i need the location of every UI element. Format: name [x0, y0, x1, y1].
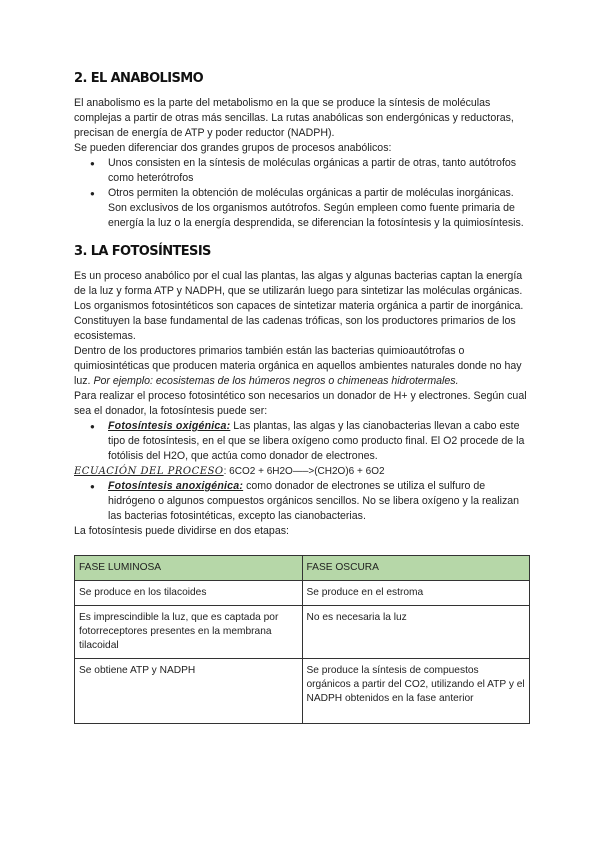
- table-cell: Es imprescindible la luz, que es captada por fotorreceptores presentes en la membrana tilacoidal: [75, 606, 303, 659]
- table-cell: Se produce la síntesis de compuestos orgánicos a partir del CO2, utilizando el ATP y el NADPH obtenidos en la fase anterior: [302, 659, 530, 724]
- donador-paragraph: Para realizar el proceso fotosintético son necesarios un donador de H+ y electrones. Según cual sea el donador, la fotosíntesis puede ser:: [74, 390, 527, 417]
- table-row: [75, 581, 530, 606]
- table-row: [75, 606, 530, 659]
- table-cell: Se produce en los tilacoides: [75, 581, 303, 606]
- table-header-luminosa: FASE LUMINOSA: [75, 556, 303, 581]
- table-cell: Se produce en el estroma: [302, 581, 530, 606]
- list-item-oxygenic: [108, 419, 534, 464]
- anoxygenic-list: [74, 479, 534, 524]
- table-cell: Se obtiene ATP y NADPH: [75, 659, 303, 724]
- table-header-oscura: FASE OSCURA: [302, 556, 530, 581]
- section-heading-anabolismo: 2. EL ANABOLISMO: [74, 71, 204, 86]
- equation-text: : 6CO2 + 6H2O—–>(CH2O)6 + 6O2: [223, 466, 385, 477]
- phases-table: [74, 555, 530, 724]
- anabolismo-definition: El anabolismo es la parte del metabolismo en la que se produce la síntesis de moléculas complejas a partir de otras más sencillas. La rutas anabólicas son endergónicas y reductoras, precisan de energía de ATP y poder reductor (NADPH).: [74, 97, 514, 139]
- anoxygenic-term: Fotosíntesis anoxigénica:: [108, 480, 244, 492]
- section-heading-fotosintesis: 3. LA FOTOSÍNTESIS: [74, 244, 211, 259]
- oxygenic-list: [74, 419, 534, 464]
- fotosintesis-definition: Es un proceso anabólico por el cual las plantas, las algas y algunas bacterias captan la energía de la luz y forma ATP y NADPH, que se utilizarán luego para sintetizar las moléculas orgánicas. Los organismos fotosintéticos son capaces de sintetizar materia orgánica a partir de inorgánica. Constituyen la base fundamental de las cadenas tróficas, son los productores primarios de los ecosistemas.: [74, 270, 524, 342]
- equation-line: [74, 464, 534, 479]
- list-item: ● Unos consisten en la síntesis de moléculas orgánicas a partir de otras, tanto autótrofos como heterótrofos: [108, 156, 534, 186]
- document-content: [74, 70, 534, 724]
- anabolismo-bullet-list: [74, 156, 534, 231]
- table-cell: No es necesaria la luz: [302, 606, 530, 659]
- anabolismo-groups-intro: Se pueden diferenciar dos grandes grupos de procesos anabólicos:: [74, 142, 392, 154]
- oxygenic-term: Fotosíntesis oxigénica:: [108, 420, 231, 432]
- oxygenic-text: Las plantas, las algas y las cianobacterias llevan a cabo este tipo de fotosíntesis, en el que se libera oxígeno como producto final. El O2 procede de la fotólisis del H2O, que actúa como donador de electrones.: [108, 420, 525, 462]
- list-item: ● Otros permiten la obtención de moléculas orgánicas a partir de moléculas inorgánicas. Son exclusivos de los organismos autótrofos. Según empleen como fuente primaria de energía la luz o la energía desprendida, se diferencian la fotosíntesis y la quimiosíntesis.: [108, 186, 534, 231]
- table-row: [75, 659, 530, 724]
- table-header-row: [75, 556, 530, 581]
- phases-intro: La fotosíntesis puede dividirse en dos etapas:: [74, 525, 289, 537]
- quimiosintesis-paragraph: [74, 344, 534, 389]
- anoxygenic-text: como donador de electrones se utiliza el sulfuro de hidrógeno o algunos compuestos orgánicos sencillos. No se libera oxígeno y la realizan las bacterias fotosintéticas, excepto las cianobacterias.: [108, 480, 520, 522]
- quimiosintesis-text: Dentro de los productores primarios también están las bacterias quimioautótrofas o quimiosintéticas que producen materia orgánica en aquellos ambientes naturales donde no hay luz.: [74, 345, 522, 387]
- equation-label: ECUACIÓN DEL PROCESO: [74, 466, 224, 477]
- list-item-anoxygenic: [108, 479, 534, 524]
- quimiosintesis-example: Por ejemplo: ecosistemas de los húmeros negros o chimeneas hidrotermales.: [93, 375, 459, 387]
